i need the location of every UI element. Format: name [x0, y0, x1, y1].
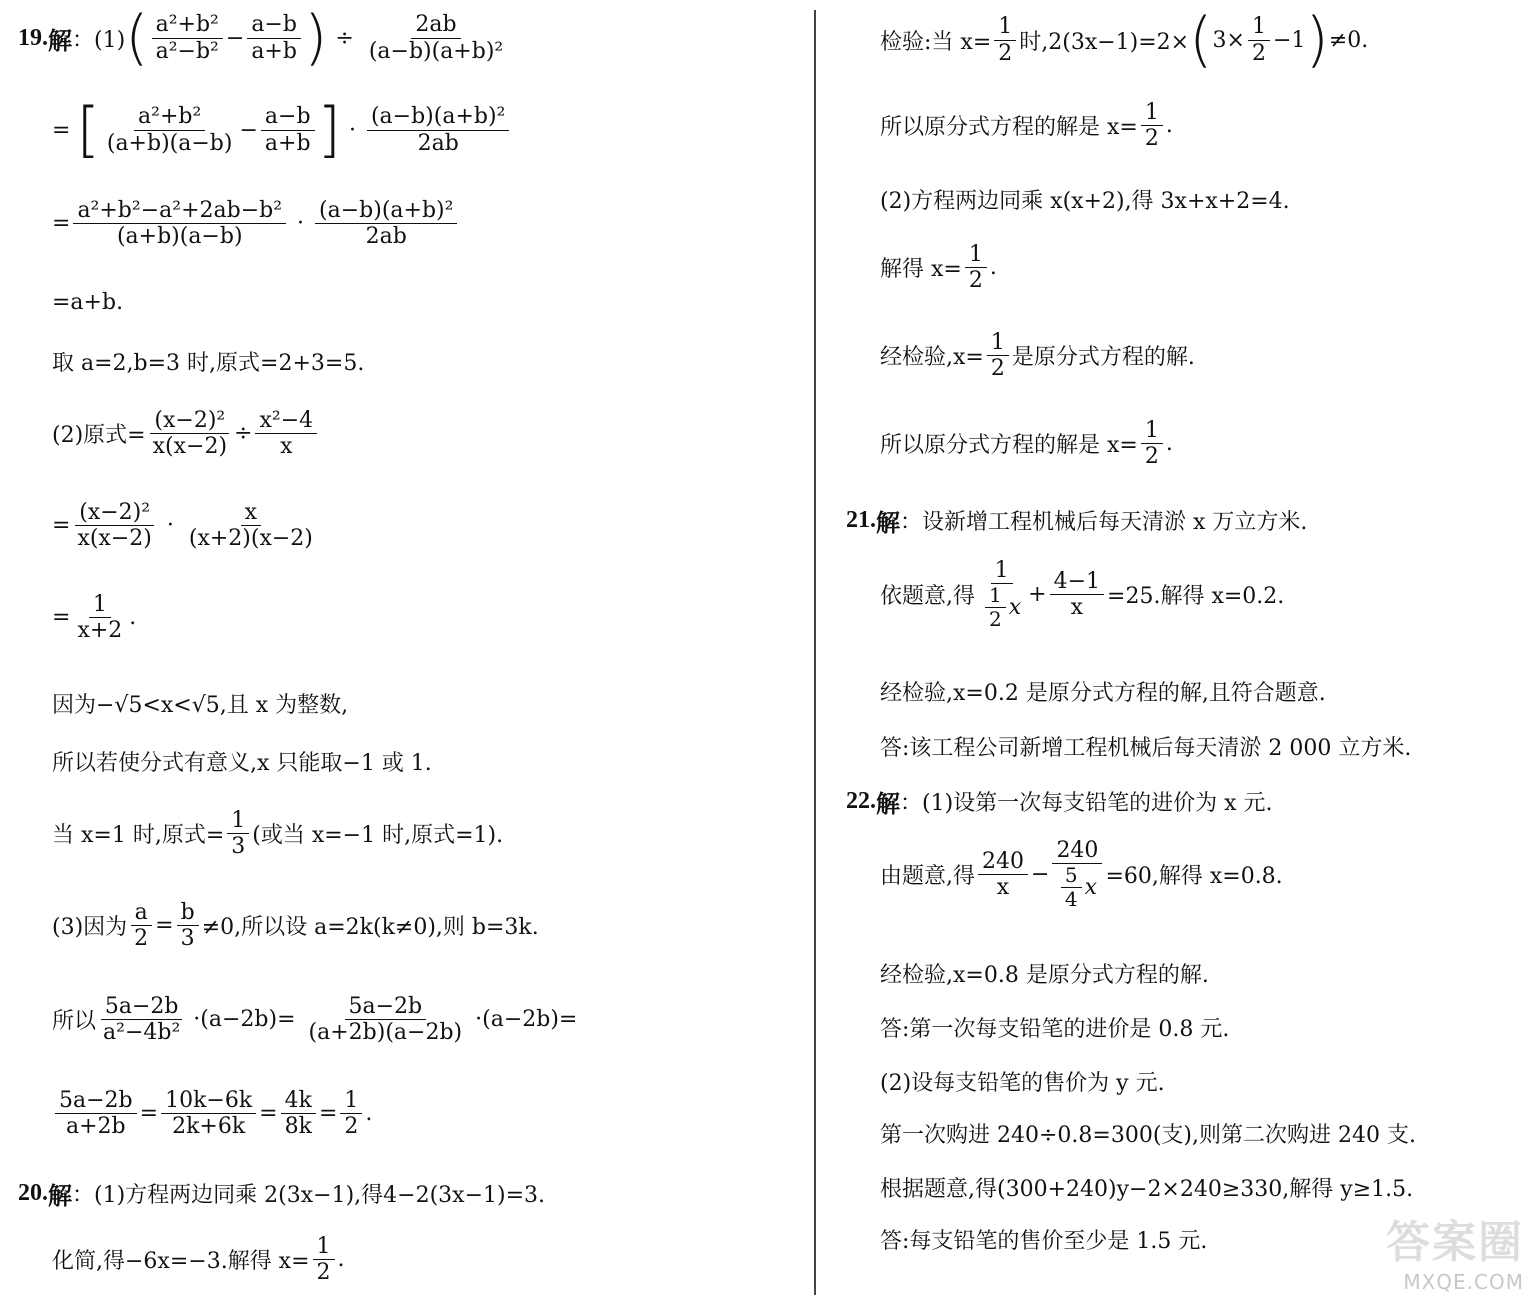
- q19-line4: =a+b.: [52, 290, 124, 315]
- fraction: $\frac{a-b}{a+b}$: [247, 12, 301, 64]
- q21-line2: [880, 558, 1284, 631]
- fraction: $\frac{\text{(x−2)²}}{x(x-2)}$: [149, 408, 231, 460]
- fraction: $\frac{240}{x}$: [978, 849, 1028, 901]
- q22-line1: [846, 784, 1273, 819]
- text: ：(1)方程两边同乘 2(3x−1),得4−2(3x−1)=3.: [72, 1183, 546, 1208]
- q19-line12: [52, 900, 539, 952]
- complex-fraction: 240 $\frac{5}{4}$ x: [1052, 838, 1102, 911]
- operator: =: [52, 605, 71, 631]
- q19-line7: [52, 500, 320, 552]
- operator: +: [1028, 582, 1047, 608]
- text: .: [1165, 431, 1173, 457]
- text: =25.解得 x=0.2.: [1107, 584, 1285, 610]
- operator: ·: [348, 117, 356, 143]
- watermark-url: MXQE.COM: [1403, 1270, 1524, 1294]
- q19-line10: 所以若使分式有意义,x 只能取−1 或 1.: [52, 751, 432, 776]
- fraction: $\frac{\text{a²+b²}}{\text{a²−b²}}$: [152, 12, 223, 64]
- fraction: $\frac{\text{(a−b)(a+b)²}}{2ab}$: [315, 198, 457, 250]
- operator: ÷: [234, 421, 253, 447]
- q20-head: 解: [48, 1184, 72, 1210]
- operator: −: [225, 25, 245, 51]
- text: 由题意,得: [880, 864, 975, 890]
- text: 所以原分式方程的解是 x=: [880, 115, 1138, 141]
- q20-right4: [880, 242, 997, 294]
- fraction: $\frac{5a-2b}{\text{a²−4b²}}$: [99, 994, 184, 1046]
- text: 解得 x=: [880, 257, 962, 283]
- fraction: $\frac{\text{a²+b²−a²+2ab−b²}}{(a+b)(a-b)}$: [73, 198, 286, 250]
- column-divider: [814, 10, 816, 1295]
- operator: =: [318, 1101, 338, 1127]
- q21-line4: 答:该工程公司新增工程机械后每天清淤 2 000 立方米.: [880, 736, 1412, 761]
- text: 时,2(3x−1)=2×: [1019, 29, 1190, 55]
- fraction: $\frac{1}{2}$: [1141, 418, 1163, 470]
- q20-right1: [880, 5, 1369, 75]
- operator: −: [239, 117, 258, 143]
- fraction: $\frac{10k-6k}{2k+6k}$: [161, 1088, 256, 1140]
- text: .: [337, 1247, 345, 1273]
- q22-line3: 经检验,x=0.8 是原分式方程的解.: [880, 963, 1209, 988]
- text: ：设新增工程机械后每天清淤 x 万立方米.: [900, 510, 1308, 535]
- q19-line5: 取 a=2,b=3 时,原式=2+3=5.: [52, 351, 365, 376]
- q19-line8: [52, 592, 136, 644]
- fraction: $\frac{\text{(a−b)(a+b)²}}{2ab}$: [367, 104, 509, 156]
- operator: ÷: [335, 25, 354, 51]
- q19-head: 解: [48, 28, 72, 55]
- q19-line3: [52, 198, 460, 250]
- watermark: [1386, 1206, 1524, 1294]
- q19-line6: [52, 408, 320, 460]
- operator: ·: [166, 513, 174, 539]
- fraction: $\frac{1}{2}$: [340, 1088, 362, 1140]
- text: ·(a−2b)=: [475, 1007, 578, 1033]
- bracket-close: ]: [317, 95, 341, 165]
- paren-close: ): [1305, 5, 1329, 75]
- q19-line1: [18, 3, 510, 73]
- fraction: $\frac{1}{2}$: [965, 242, 987, 294]
- fraction: $\frac{5a-2b}{(a+2b)(a-2b)}$: [308, 994, 463, 1046]
- q19-line14: [52, 1088, 372, 1140]
- q22-line5: (2)设每支铅笔的售价为 y 元.: [880, 1071, 1165, 1096]
- text: 依题意,得: [880, 584, 975, 610]
- text: (3)因为: [52, 915, 128, 941]
- paren-open: (: [125, 3, 149, 73]
- q19-part-label: ：(1): [72, 27, 126, 53]
- fraction: $\frac{2ab}{\text{(a−b)(a+b)²}}$: [368, 12, 504, 64]
- text: −1: [1272, 27, 1306, 53]
- text: 3×: [1212, 27, 1245, 53]
- complex-fraction: 1 $\frac{1}{2}$ x: [978, 558, 1025, 631]
- operator: =: [259, 1101, 278, 1127]
- text: (2)原式=: [52, 423, 146, 449]
- fraction: $\frac{4k}{8k}$: [281, 1088, 316, 1140]
- q20-line1: [18, 1176, 545, 1211]
- text: 是原分式方程的解.: [1011, 345, 1195, 371]
- text: (或当 x=−1 时,原式=1).: [252, 823, 504, 849]
- fraction: $\frac{1}{3}$: [227, 808, 249, 860]
- q22-head: 解: [876, 792, 900, 818]
- text: 所以: [52, 1009, 97, 1035]
- text: .: [365, 1101, 373, 1127]
- text: 经检验,x=: [880, 345, 984, 371]
- text: ·(a−2b)=: [193, 1007, 296, 1033]
- q21-head: 解: [876, 511, 900, 537]
- q21-line1: [846, 503, 1307, 538]
- operator: ·: [297, 211, 305, 237]
- text: =60,解得 x=0.8.: [1105, 864, 1283, 890]
- fraction: $\frac{1}{x+2}$: [77, 592, 123, 644]
- fraction: $\frac{1}{2}$: [1141, 100, 1163, 152]
- q22-line8: 答:每支铅笔的售价至少是 1.5 元.: [880, 1229, 1208, 1254]
- operator: =: [52, 513, 71, 539]
- fraction: $\frac{1}{2}$: [994, 14, 1016, 66]
- q19-line13: [52, 994, 577, 1046]
- fraction: $\frac{\text{x²−4}}{x}$: [255, 408, 317, 460]
- q20-right3: (2)方程两边同乘 x(x+2),得 3x+x+2=4.: [880, 189, 1290, 214]
- q22-line4: 答:第一次每支铅笔的进价是 0.8 元.: [880, 1017, 1230, 1042]
- fraction: $\frac{1}{2}$: [313, 1234, 335, 1286]
- fraction: $\frac{a}{2}$: [130, 900, 152, 952]
- fraction: $\frac{1}{2}$: [1248, 14, 1270, 66]
- operator: =: [139, 1101, 159, 1127]
- fraction: $\frac{\text{a²+b²}}{(a+b)(a-b)}$: [106, 104, 233, 156]
- fraction: $\frac{a-b}{a+b}$: [261, 104, 315, 156]
- q19-number: 19.: [18, 24, 48, 51]
- paren-open: (: [1189, 5, 1213, 75]
- text: .: [1165, 113, 1173, 139]
- fraction: $\frac{1}{2}$: [987, 330, 1009, 382]
- text: 检验:当 x=: [880, 29, 992, 55]
- q20-right6: [880, 418, 1173, 470]
- fraction: $\frac{b}{3}$: [177, 900, 199, 952]
- q20-line2: [52, 1234, 345, 1286]
- operator: =: [52, 117, 71, 143]
- q20-right2: [880, 100, 1173, 152]
- q22-line6: 第一次购进 240÷0.8=300(支),则第二次购进 240 支.: [880, 1123, 1416, 1148]
- bracket-open: [: [76, 95, 100, 165]
- q22-line7: 根据题意,得(300+240)y−2×240≥330,解得 y≥1.5.: [880, 1177, 1414, 1202]
- q20-right5: [880, 330, 1195, 382]
- text: ≠0,所以设 a=2k(k≠0),则 b=3k.: [201, 915, 539, 941]
- operator: =: [52, 211, 71, 237]
- q19-line2: [52, 95, 512, 165]
- operator: =: [155, 913, 174, 939]
- operator: −: [1031, 862, 1050, 888]
- q21-number: 21.: [846, 507, 876, 533]
- fraction: $\frac{\text{(x−2)²}}{x(x-2)}$: [73, 500, 155, 552]
- q22-number: 22.: [846, 788, 876, 814]
- text: .: [989, 255, 997, 281]
- watermark-logo: 答案圈: [1386, 1217, 1524, 1268]
- text: .: [129, 605, 137, 631]
- fraction: $\frac{x}{(x+2)(x-2)}$: [188, 500, 313, 552]
- text: 所以原分式方程的解是 x=: [880, 433, 1138, 459]
- q20-number: 20.: [18, 1180, 48, 1206]
- fraction: $\frac{4-1}{x}$: [1050, 569, 1104, 621]
- q19-line11: [52, 808, 503, 860]
- paren-close: ): [303, 3, 328, 73]
- text: ≠0.: [1328, 27, 1369, 53]
- text: 当 x=1 时,原式=: [52, 823, 225, 849]
- text: ：(1)设第一次每支铅笔的进价为 x 元.: [900, 791, 1273, 816]
- q22-line2: [880, 838, 1283, 911]
- fraction: $\frac{5a-2b}{a+2b}$: [55, 1088, 137, 1140]
- text: 化简,得−6x=−3.解得 x=: [52, 1249, 310, 1275]
- q21-line3: 经检验,x=0.2 是原分式方程的解,且符合题意.: [880, 681, 1326, 706]
- q19-line9: 因为−√5<x<√5,且 x 为整数,: [52, 693, 349, 718]
